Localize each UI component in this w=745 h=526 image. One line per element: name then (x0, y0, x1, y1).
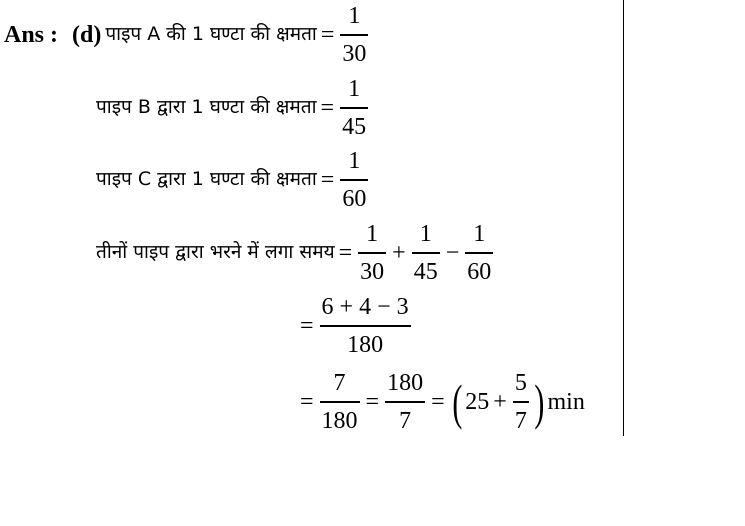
equals-sign: = (320, 21, 335, 48)
minus-sign: − (445, 239, 460, 266)
pipe-a-fraction (340, 4, 368, 66)
fraction-numerator: 7 (333, 370, 346, 396)
solution-line-6 (296, 371, 585, 433)
equals-sign: = (365, 388, 380, 415)
fraction-numerator: 1 (473, 221, 486, 247)
rate-fraction (320, 371, 360, 433)
right-parenthesis: ) (534, 373, 545, 430)
equals-sign: = (320, 166, 335, 193)
fraction-a (358, 222, 386, 284)
fraction-numerator: 1 (348, 148, 361, 174)
plus-sign: + (392, 239, 406, 266)
equals-sign: = (338, 239, 353, 266)
combined-fraction (320, 295, 411, 357)
fraction-denominator: 30 (342, 40, 367, 67)
fraction-numerator: 5 (514, 370, 527, 396)
fraction-denominator: 45 (413, 258, 438, 285)
unit-label: min (547, 388, 585, 415)
fraction-c (465, 222, 493, 284)
solution-line-5 (296, 295, 413, 357)
fraction-denominator: 45 (342, 113, 367, 140)
solution-line-3 (96, 149, 370, 211)
fraction-numerator: 180 (387, 370, 424, 396)
fraction-numerator: 6 + 4 − 3 (321, 294, 409, 320)
answer-option: (d) (72, 21, 102, 48)
whole-number: 25 (465, 388, 490, 415)
fraction-numerator: 1 (348, 76, 361, 102)
fraction-denominator: 60 (342, 185, 367, 212)
fraction-denominator: 30 (360, 258, 385, 285)
equals-sign: = (300, 312, 314, 339)
solution-line-1 (4, 4, 370, 66)
pipe-b-capacity-label: पाइप B द्वारा 1 घण्टा की क्षमता (96, 96, 317, 119)
pipe-a-capacity-label: पाइप A की 1 घण्टा की क्षमता (105, 23, 317, 46)
fraction-denominator: 7 (399, 407, 412, 434)
solution-line-2 (96, 77, 370, 139)
plus-sign: + (493, 388, 507, 415)
answer-prefix: Ans : (4, 21, 59, 48)
fraction-numerator: 1 (419, 221, 432, 247)
fraction-b (412, 222, 440, 284)
fraction-denominator: 7 (514, 407, 527, 434)
equals-sign: = (300, 388, 314, 415)
time-fraction (385, 371, 425, 433)
fraction-denominator: 180 (321, 407, 358, 434)
solution-line-4 (96, 222, 495, 284)
pipe-c-capacity-label: पाइप C द्वारा 1 घण्टा की क्षमता (96, 168, 317, 191)
pipe-c-fraction (340, 149, 368, 211)
remainder-fraction (513, 371, 529, 433)
combined-time-label: तीनों पाइप द्वारा भरने में लगा समय (96, 241, 335, 264)
fraction-numerator: 1 (366, 221, 379, 247)
equals-sign: = (320, 94, 335, 121)
pipe-b-fraction (340, 77, 368, 139)
vertical-divider (623, 0, 624, 436)
left-parenthesis: ( (451, 373, 462, 430)
fraction-denominator: 180 (347, 331, 384, 358)
fraction-denominator: 60 (467, 258, 492, 285)
equals-sign: = (431, 388, 445, 415)
fraction-numerator: 1 (348, 3, 361, 29)
